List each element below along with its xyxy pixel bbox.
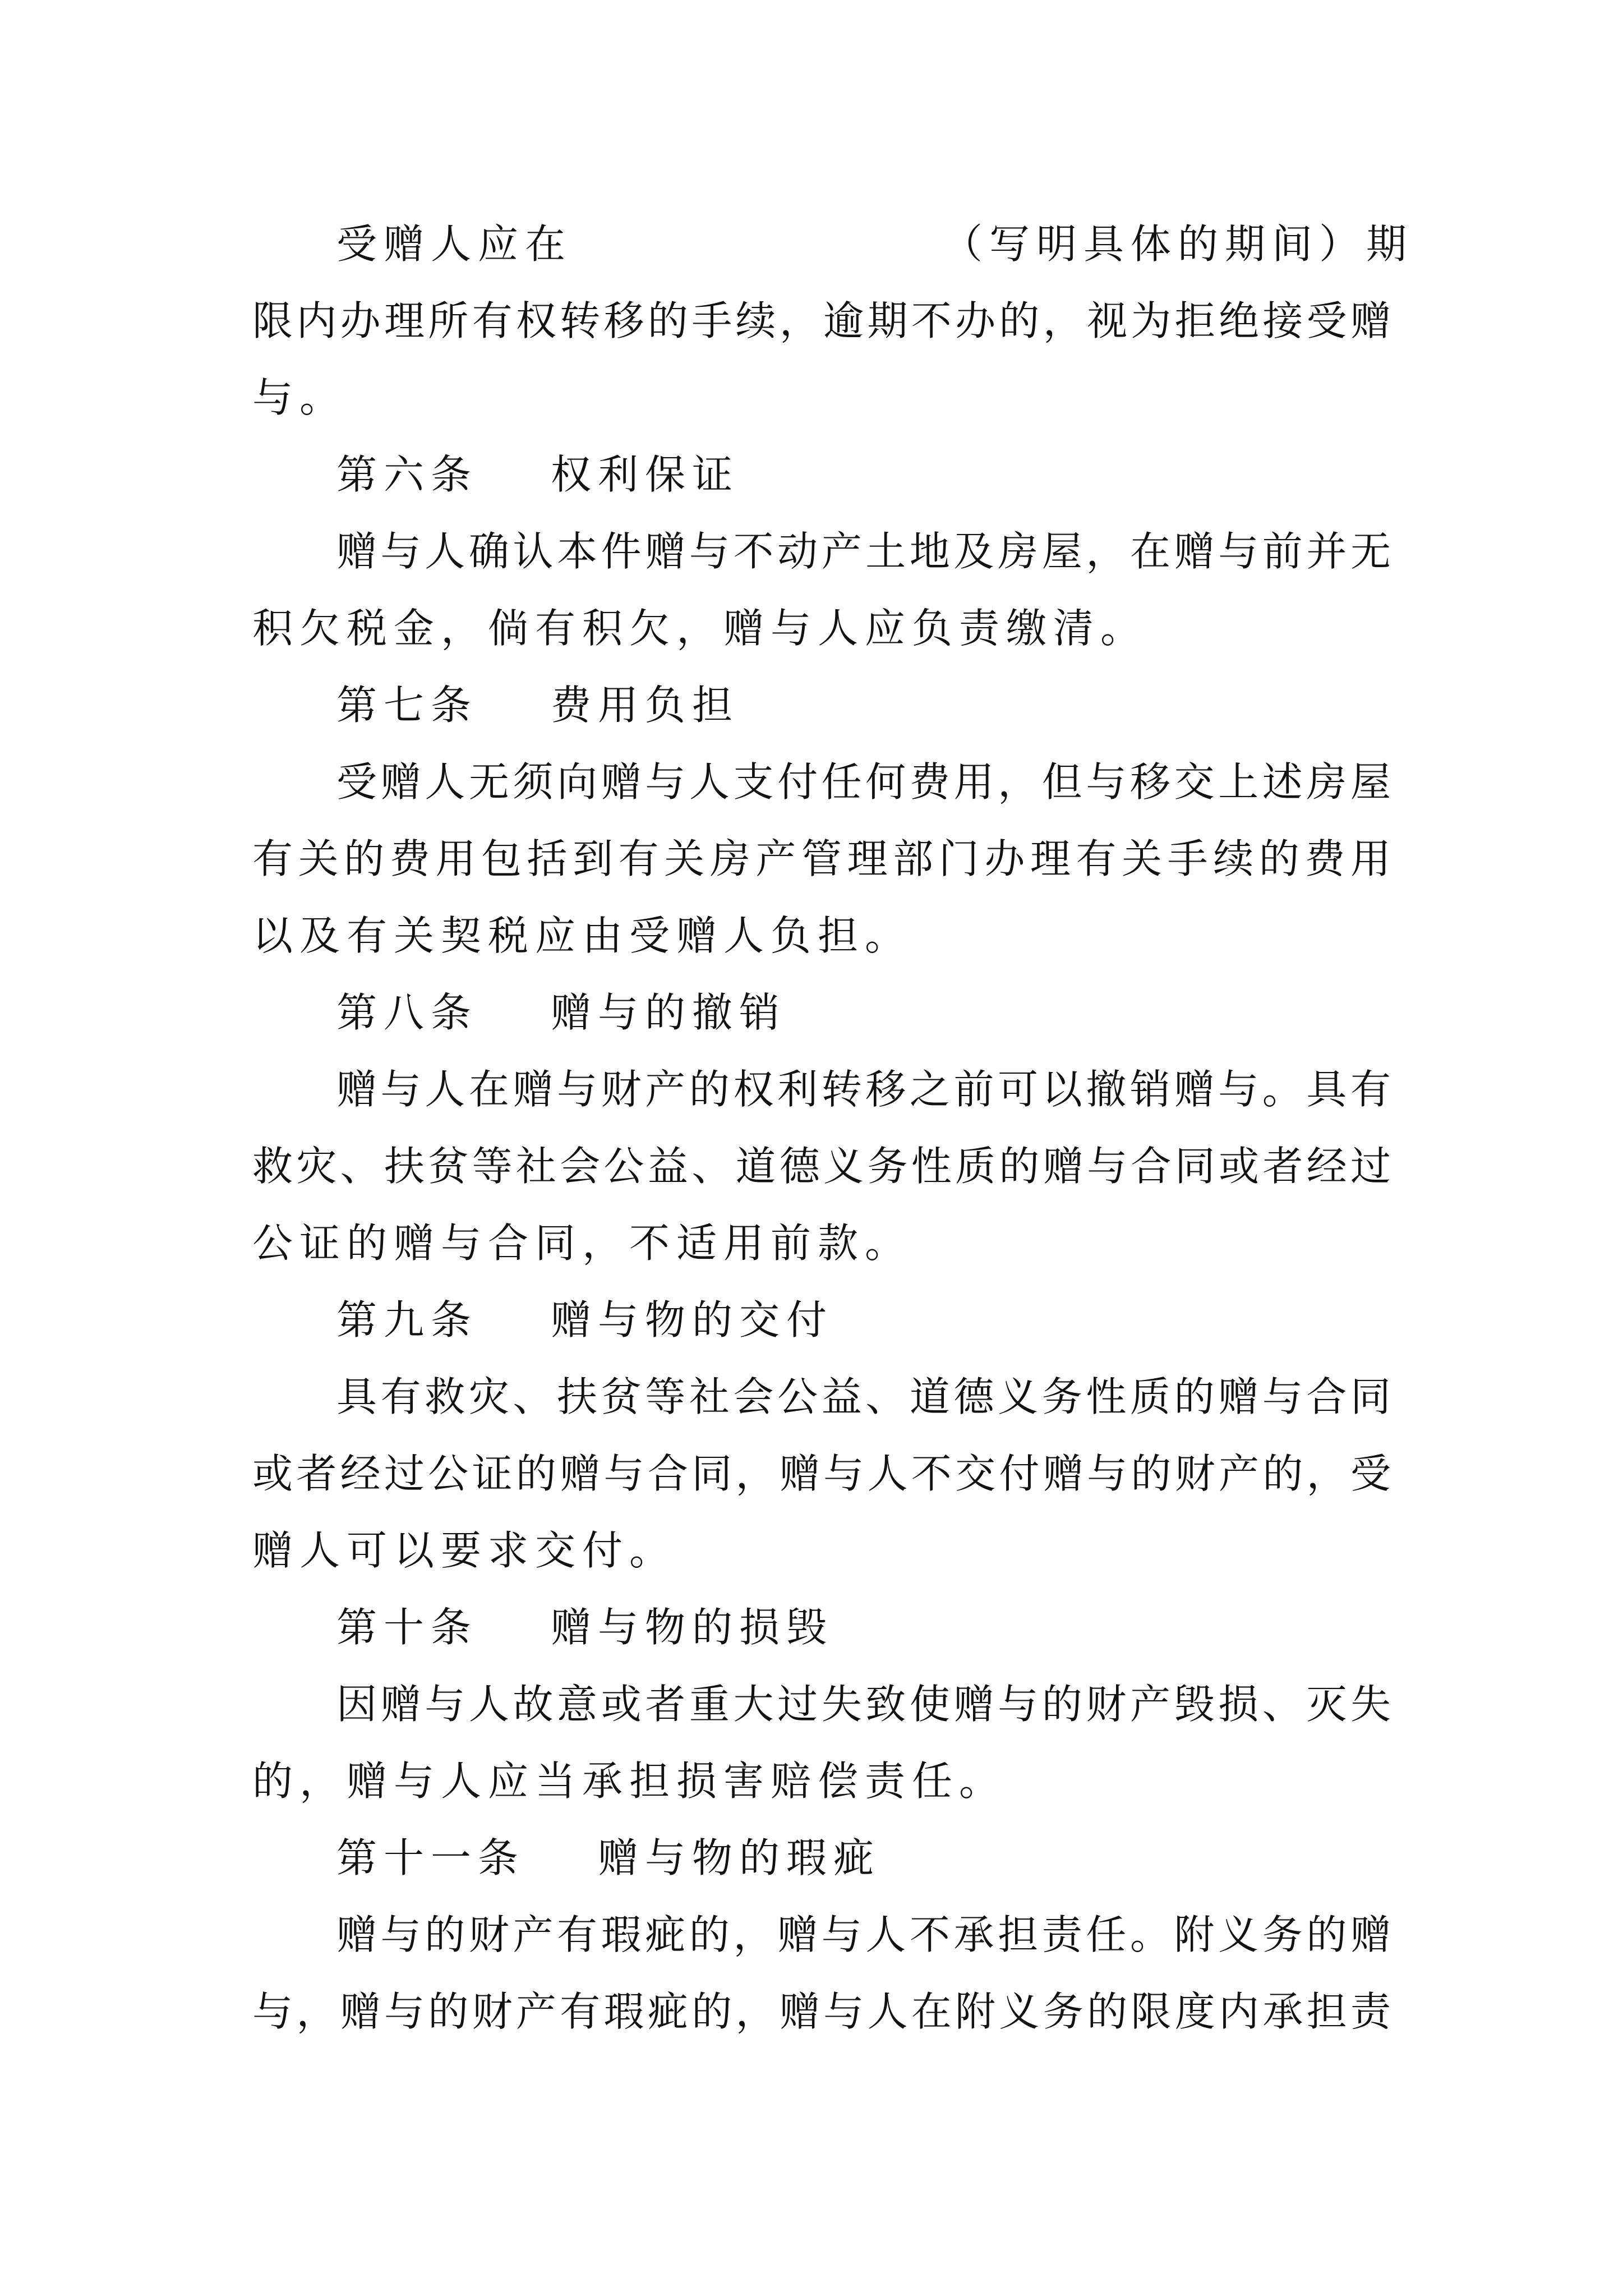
article7-title: 费用负担: [551, 682, 740, 729]
article11-heading: [336, 1830, 1391, 1886]
article10-heading: [336, 1599, 1391, 1655]
article7-number: 第七条: [336, 682, 478, 729]
article8-line-2: 救灾、扶贫等社会公益、道德义务性质的赠与合同或者经过: [252, 1143, 1391, 1190]
article8-number: 第八条: [336, 989, 478, 1036]
article11-title: 赠与物的瑕疵: [598, 1834, 881, 1881]
article7-line-3: 以及有关契税应由受赠人负担。: [252, 912, 912, 959]
article6-line-2: 积欠税金，倘有积欠，赠与人应负责缴清。: [252, 605, 1148, 652]
article10-line-2: 的，赠与人应当承担损害赔偿责任。: [252, 1757, 1007, 1805]
article10-line-1: 因赠与人故意或者重大过失致使赠与的财产毁损、灭失: [336, 1681, 1391, 1728]
article5-paragraph-line-3: 与。: [252, 374, 347, 421]
article11-number: 第十一条: [336, 1834, 525, 1881]
article9-heading: [336, 1292, 1391, 1348]
article7-line-2: 有关的费用包括到有关房产管理部门办理有关手续的费用: [252, 835, 1391, 882]
article5-paragraph-line-2: 限内办理所有权转移的手续，逾期不办的，视为拒绝接受赠: [252, 297, 1391, 344]
article8-line-3: 公证的赠与合同，不适用前款。: [252, 1220, 912, 1267]
article7-heading: [336, 677, 1391, 733]
article5-text-b: （写明具体的期间）期: [942, 220, 1414, 268]
article8-line-1: 赠与人在赠与财产的权利转移之前可以撤销赠与。具有: [336, 1066, 1391, 1113]
article6-line-1: 赠与人确认本件赠与不动产土地及房屋，在赠与前并无: [336, 528, 1391, 575]
article8-title: 赠与的撤销: [551, 989, 787, 1036]
article9-line-2: 或者经过公证的赠与合同，赠与人不交付赠与的财产的，受: [252, 1450, 1391, 1497]
article9-title: 赠与物的交付: [551, 1296, 834, 1343]
article8-heading: [336, 984, 1391, 1041]
article6-heading: [336, 447, 1391, 503]
article9-line-3: 赠人可以要求交付。: [252, 1527, 677, 1574]
article9-line-1: 具有救灾、扶贫等社会公益、道德义务性质的赠与合同: [336, 1373, 1391, 1420]
article5-paragraph-line-1: [336, 216, 1414, 272]
article7-line-1: 受赠人无须向赠与人支付任何费用，但与移交上述房屋: [336, 758, 1391, 806]
article9-number: 第九条: [336, 1296, 478, 1343]
article11-line-2: 与，赠与的财产有瑕疵的，赠与人在附义务的限度内承担责: [252, 1988, 1391, 2035]
article11-line-1: 赠与的财产有瑕疵的，赠与人不承担责任。附义务的赠: [336, 1911, 1391, 1958]
article6-title: 权利保证: [551, 451, 740, 498]
article10-number: 第十条: [336, 1604, 478, 1651]
article5-text-a: 受赠人应在: [336, 220, 573, 268]
article6-number: 第六条: [336, 451, 478, 498]
article10-title: 赠与物的损毁: [551, 1604, 834, 1651]
